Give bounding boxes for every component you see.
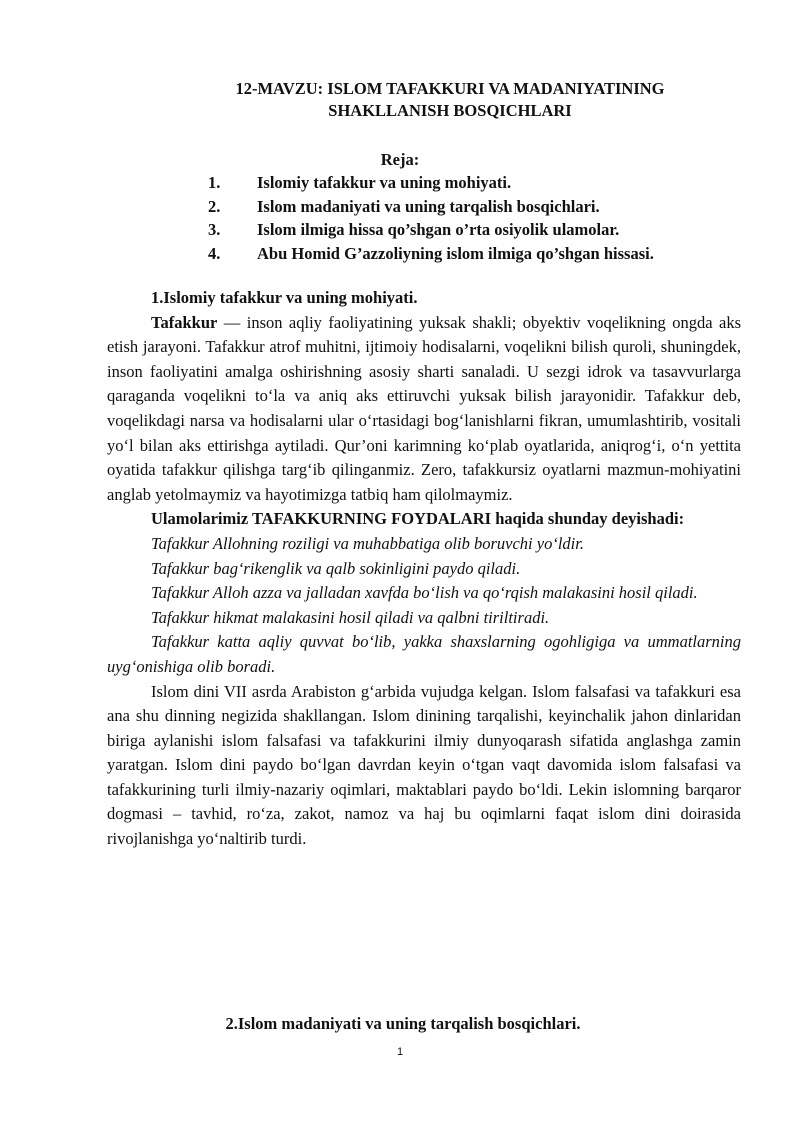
title-line-1: 12-MAVZU: ISLOM TAFAKKURI VA MADANIYATINING [235,79,665,98]
benefit-item: Tafakkur bag‘rikenglik va qalb sokinligini paydo qiladi. [151,558,521,578]
title-line-2: SHAKLLANISH BOSQICHLARI [328,101,572,120]
definition-term: Tafakkur [151,312,218,332]
benefit-item: Tafakkur katta aqliy quvvat bo‘lib, yakka shaxslarning ogohligiga va ummatlarning uyg‘onishiga olib boradi. [107,632,741,676]
section-2-heading [0,1012,800,1036]
section-2-heading-text: 2.Islom madaniyati va uning tarqalish bosqichlari. [225,1014,581,1033]
plan-item-text: Abu Homid G’azzoliyning islom ilmiga qo’shgan hissasi. [257,243,654,263]
plan-item-text: Islomiy tafakkur va uning mohiyati. [257,173,512,192]
page-number: 1 [396,1046,404,1058]
benefit-item: Tafakkur Allohning roziligi va muhabbatiga olib boruvchi yo‘ldir. [151,533,584,553]
plan-item-number: 2. [208,196,221,216]
plan-item-number: 4. [208,243,221,263]
benefit-item: Tafakkur Alloh azza va jalladan xavfda bo‘lish va qo‘rqish malakasini hosil qiladi. [151,583,698,603]
plan-heading: Reja: [380,150,420,169]
closing-paragraph: Islom dini VII asrda Arabiston g‘arbida vujudga kelgan. Islom falsafasi va tafakkuri esa ana shu dinning negizida shakllangan. Islom dinining tarqalishi, keyinchalik jahon dinlaridan biriga aylanishi islom falsafasi va tafakkurini ilmiy dunyoqarash sifatida anglashga zamin yaratgan. Islom dini paydo bo‘lgan davrdan keyin o‘tgan vaqt davomida islom falsafasi va tafakkurining turli ilmiy-nazariy oqimlari, maktablari paydo bo‘ldi. Lekin islomning barqaror dogmasi – tavhid, ro‘za, zakot, namoz va haj bu oqimlarni faqat islom dini doirasida rivojlanishga yo‘naltirib turdi. [107,681,741,849]
plan-item-text: Islom madaniyati va uning tarqalish bosqichlari. [257,196,600,216]
definition-text: — inson aqliy faoliyatining yuksak shakli; obyektiv voqelikning ongda aks etish jarayoni. Tafakkur atrof muhitni, ijtimoiy hodisalarni, voqelikni bilish quroli, shuningdek, inson faoliyatini amalga oshirishning asosiy sharti sanaladi. U sezgi idrok va tasavvurlarga qaraganda voqelikni to‘la va aniq aks ettiruvchi yuksak bilish jarayonidir. Tafakkur deb, voqelikdagi narsa va hodisalarni ular o‘rtasidagi bog‘lanishlarni fikran, umumlashtirib, vositali yo‘l bilan aks ettirishga aytiladi. Qur’oni karimning ko‘plab oyatlarida, aniqrog‘i, o‘n yettita oyatida tafakkur qilishga targ‘ib qilinganmiz. Zero, tafakkursiz oyatlarni mazmun-mohiyatini anglab yetolmaymiz va hayotimizga tatbiq ham qilolmaymiz. [107,312,741,504]
benefit-item: Tafakkur hikmat malakasini hosil qiladi va qalbni tiriltiradi. [151,607,550,627]
plan-item-number: 1. [208,173,221,192]
benefits-intro: Ulamolarimiz TAFAKKURNING FOYDALARI haqida shunday deyishadi: [151,509,685,529]
plan-item-number: 3. [208,220,221,239]
definition-paragraph [107,311,741,508]
plan-item-text: Islom ilmiga hissa qo’shgan o’rta osiyolik ulamolar. [257,220,620,239]
section-1 [107,286,741,852]
page-title [100,78,800,122]
section-1-heading: 1.Islomiy tafakkur va uning mohiyati. [151,288,418,307]
